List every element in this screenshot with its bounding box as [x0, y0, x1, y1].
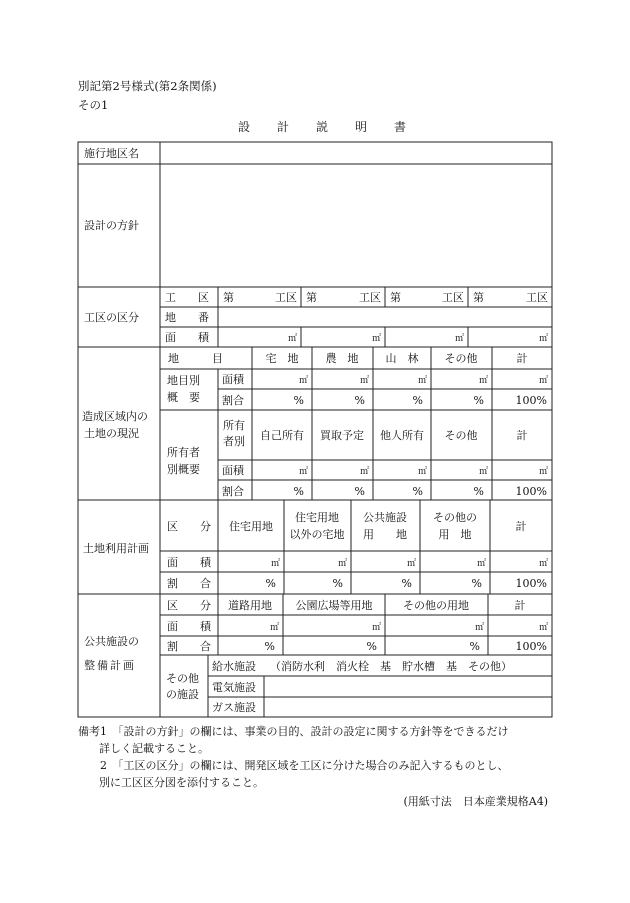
sec6-col-3: その他の用地 [403, 599, 469, 612]
unit-pct: % [354, 394, 365, 407]
sec4-group2-line1: 所有者 [167, 446, 200, 459]
sec6-label-line1: 公共施設の [84, 635, 139, 648]
sec4-group2-line2: 別概要 [167, 463, 200, 476]
remark-line-2: 詳しく記載すること。 [99, 742, 209, 755]
remark-line-1: 備考1 「設計の方針」の欄には、事業の目的、設計の設定に関する方針等をできるだけ [78, 725, 509, 738]
kouku-dai: 第 [223, 291, 234, 304]
sec4-row-wariai: 割合 [222, 394, 244, 407]
unit-m2: ㎡ [359, 376, 369, 386]
sec4-label-line1: 造成区域内の [82, 410, 148, 423]
unit-pct: % [332, 577, 343, 590]
sec5-col-3-line1: 公共施設 [363, 511, 407, 524]
sec3-label: 工区の区分 [84, 311, 139, 324]
sec5-col-2-line2: 以外の宅地 [289, 528, 345, 541]
total-pct: 100% [515, 485, 547, 498]
sec4-hdr-chimoku: 地 目 [168, 352, 223, 365]
sec4-group1-line2: 概 要 [167, 391, 200, 404]
unit-m2: ㎡ [478, 376, 488, 386]
sec6-col-1: 道路用地 [228, 599, 272, 612]
kouku-ku: 工区 [359, 291, 381, 304]
other-facility-line1: その他 [166, 672, 199, 685]
unit-pct: % [473, 485, 484, 498]
form-label: 別記第2号様式(第2条関係) [78, 79, 217, 93]
sec1-label: 施行地区名 [84, 147, 139, 160]
page-title: 設 計 説 明 書 [238, 120, 408, 134]
sub-label: その1 [78, 98, 109, 112]
sec5-hdr-kubun: 区 分 [167, 520, 211, 533]
unit-m2: ㎡ [476, 559, 486, 569]
owner-col-3: その他 [444, 429, 478, 442]
unit-m2: ㎡ [474, 623, 484, 633]
sec4-row-menseki: 面積 [222, 464, 244, 477]
unit-m2: ㎡ [337, 559, 347, 569]
unit-pct: % [412, 394, 423, 407]
kouku-ku: 工区 [526, 291, 548, 304]
unit-m2: ㎡ [417, 376, 427, 386]
sec6-col-2: 公園広場等用地 [295, 599, 373, 612]
sec4-col-3: その他 [444, 352, 478, 365]
sec5-col-4-line1: その他の [433, 511, 477, 524]
remark-line-3: 2 「工区の区分」の欄には、開発区域を工区に分けた場合のみ記入するものとし、 [100, 759, 509, 772]
unit-m2: ㎡ [538, 559, 548, 569]
sec5-row-wariai: 割 合 [167, 577, 211, 590]
kyusui-label: 給水施設 [212, 660, 256, 673]
unit-m2: ㎡ [538, 376, 548, 386]
unit-m2: ㎡ [270, 559, 280, 569]
kouku-dai: 第 [473, 291, 484, 304]
remarks [78, 723, 558, 791]
sec3-row-ku: 工 区 [165, 291, 209, 304]
sec6-row-menseki: 面 積 [167, 620, 211, 633]
unit-pct: % [471, 577, 482, 590]
unit-pct: % [469, 640, 480, 653]
sec5-col-5: 計 [515, 520, 527, 533]
unit-m2: ㎡ [269, 623, 279, 633]
unit-m2: ㎡ [406, 559, 416, 569]
other-facility-line2: の施設 [166, 688, 199, 701]
kouku-dai: 第 [306, 291, 317, 304]
sec6-row-wariai: 割 合 [167, 640, 211, 653]
sec4-col-0: 宅 地 [265, 352, 299, 365]
unit-m2: ㎡ [298, 376, 308, 386]
sec4-col-1: 農 地 [325, 352, 359, 365]
unit-m2: ㎡ [538, 334, 548, 344]
paper-size-note: (用紙寸法 日本産業規格A4) [403, 795, 548, 808]
owner-col-0: 自己所有 [260, 429, 304, 442]
sec3-row-menseki: 面 積 [165, 331, 209, 344]
denki-label: 電気施設 [212, 681, 256, 694]
sec6-hdr-kubun: 区 分 [167, 599, 211, 612]
total-pct: 100% [515, 577, 547, 590]
unit-pct: % [366, 640, 377, 653]
kouku-dai: 第 [390, 291, 401, 304]
sec4-col-4: 計 [516, 352, 528, 365]
sec5-col-1: 住宅用地 [229, 520, 273, 533]
sec5-col-3-line2: 用 地 [363, 528, 407, 541]
kyusui-detail: （消防水利 消火栓 基 貯水槽 基 その他） [270, 660, 512, 673]
unit-m2: ㎡ [359, 467, 369, 477]
kouku-ku: 工区 [442, 291, 464, 304]
unit-pct: % [401, 577, 412, 590]
sec4-label-line2: 土地の現況 [84, 427, 139, 440]
sec3-row-chiban: 地 番 [165, 311, 209, 324]
owner-col-1: 買取予定 [320, 429, 364, 442]
total-pct: 100% [515, 394, 547, 407]
unit-pct: % [265, 577, 276, 590]
sec5-label: 土地利用計画 [83, 542, 149, 555]
owner-label-line2: 者別 [223, 435, 245, 448]
sec5-col-4-line2: 用 地 [438, 528, 472, 541]
unit-m2: ㎡ [371, 334, 381, 344]
owner-col-4: 計 [516, 429, 528, 442]
kouku-ku: 工区 [275, 291, 297, 304]
remark-line-4: 別に工区区分図を添付すること。 [99, 776, 264, 789]
unit-m2: ㎡ [417, 467, 427, 477]
sec5-col-2-line1: 住宅用地 [295, 511, 339, 524]
unit-pct: % [293, 485, 304, 498]
unit-pct: % [354, 485, 365, 498]
unit-m2: ㎡ [538, 467, 548, 477]
unit-m2: ㎡ [371, 623, 381, 633]
unit-pct: % [293, 394, 304, 407]
unit-m2: ㎡ [287, 334, 297, 344]
unit-m2: ㎡ [298, 467, 308, 477]
sec6-col-4: 計 [514, 599, 526, 612]
sec4-row-wariai: 割合 [222, 485, 244, 498]
sec5-row-menseki: 面 積 [167, 556, 211, 569]
sec4-col-2: 山 林 [385, 352, 419, 365]
sec6-label-line2: 整備計画 [84, 659, 136, 672]
unit-m2: ㎡ [478, 467, 488, 477]
owner-col-2: 他人所有 [380, 429, 424, 442]
owner-label-line1: 所有 [223, 419, 245, 432]
unit-m2: ㎡ [538, 623, 548, 633]
unit-pct: % [264, 640, 275, 653]
unit-pct: % [412, 485, 423, 498]
unit-m2: ㎡ [454, 334, 464, 344]
sec4-row-menseki: 面積 [222, 373, 244, 386]
sec4-group1-line1: 地目別 [167, 374, 200, 387]
unit-pct: % [473, 394, 484, 407]
sec2-label: 設計の方針 [84, 219, 139, 232]
total-pct: 100% [515, 640, 547, 653]
gas-label: ガス施設 [212, 701, 256, 714]
